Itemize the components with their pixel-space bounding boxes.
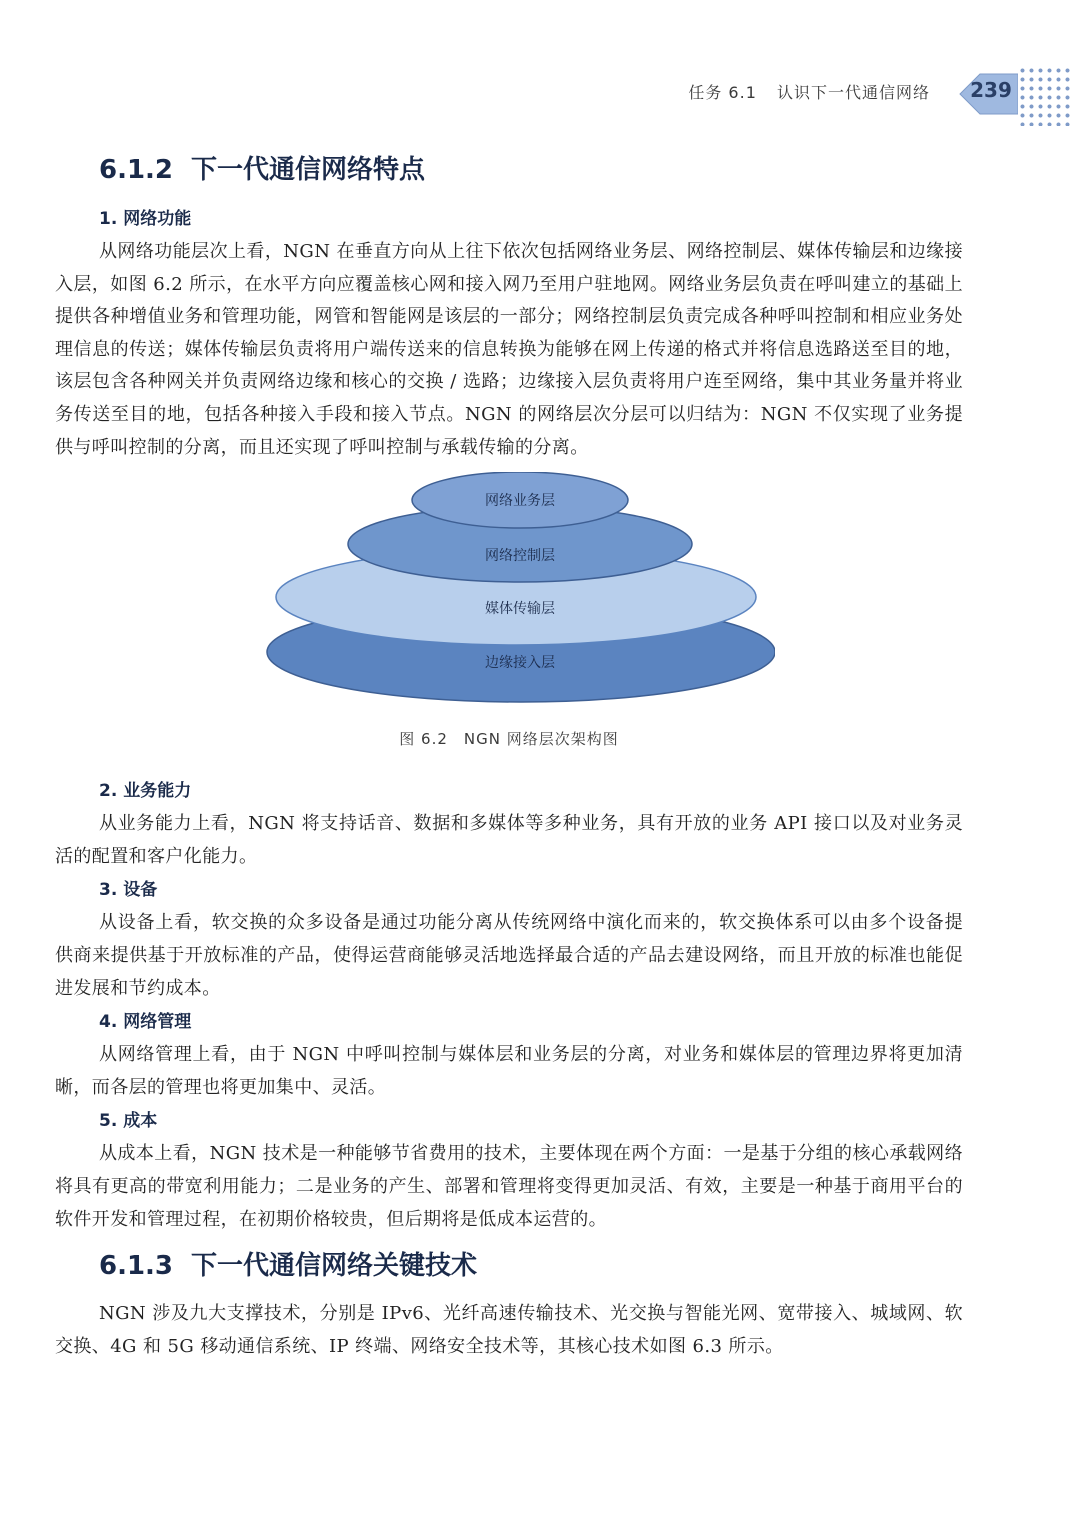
running-header xyxy=(0,72,1074,132)
paragraph-key-technologies: NGN 涉及九大支撑技术，分别是 IPv6、光纤高速传输技术、光交换与智能光网、宽带接入、城域网、软交换、4G 和 5G 移动通信系统、IP 终端、网络安全技术等，其核心技术如图 6.3 所示。 xyxy=(55,1303,963,1357)
paragraph-equipment: 从设备上看，软交换的众多设备是通过功能分离从传统网络中演化而来的，软交换体系可以由多个设备提供商来提供基于开放标准的产品，使得运营商能够灵活地选择最合适的产品去建设网络，而且开放的标准也能促进发展和节约成本。 xyxy=(55,912,963,999)
page-number: 239 xyxy=(970,78,1012,102)
section-title: 下一代通信网络关键技术 xyxy=(191,1251,478,1282)
paragraph-network-management: 从网络管理上看，由于 NGN 中呼叫控制与媒体层和业务层的分离，对业务和媒体层的管理边界将更加清晰，而各层的管理也将更加集中、灵活。 xyxy=(55,1044,963,1098)
decorative-dot-grid xyxy=(1018,66,1070,126)
subheading-network-function: 1. 网络功能 xyxy=(99,209,192,229)
label-transport-layer: 媒体传输层 xyxy=(485,601,555,618)
section-title: 下一代通信网络特点 xyxy=(191,155,426,185)
label-control-layer: 网络控制层 xyxy=(485,548,555,565)
figure-caption: 图 6.2 NGN 网络层次架构图 xyxy=(399,730,619,749)
figure-ngn-layers xyxy=(55,464,963,774)
subheading-equipment: 3. 设备 xyxy=(99,880,158,901)
subheading-network-management: 4. 网络管理 xyxy=(99,1012,192,1033)
section-heading-613 xyxy=(99,1246,963,1286)
label-service-layer: 网络业务层 xyxy=(485,493,555,510)
subheading-service-capability: 2. 业务能力 xyxy=(99,781,192,802)
section-number: 6.1.3 xyxy=(99,1251,174,1282)
page-content xyxy=(55,150,963,1363)
layer-diagram xyxy=(265,472,775,712)
paragraph-service-capability: 从业务能力上看，NGN 将支持话音、数据和多媒体等多种业务，具有开放的业务 API 接口以及对业务灵活的配置和客户化能力。 xyxy=(55,813,963,867)
paragraph-cost: 从成本上看，NGN 技术是一种能够节省费用的技术，主要体现在两个方面：一是基于分组的核心承载网络将具有更高的带宽利用能力；二是业务的产生、部署和管理将变得更加灵活、有效，主要是一种基于商用平台的软件开发和管理过程，在初期价格较贵，但后期将是低成本运营的。 xyxy=(55,1143,963,1230)
section-number: 6.1.2 xyxy=(99,155,174,185)
section-heading-612 xyxy=(99,150,963,190)
header-title: 认识下一代通信网络 xyxy=(776,83,930,102)
subheading-cost: 5. 成本 xyxy=(99,1111,158,1132)
label-access-layer: 边缘接入层 xyxy=(485,655,555,672)
header-task: 任务 6.1 xyxy=(688,83,757,102)
header-text xyxy=(674,80,930,103)
paragraph-network-function: 从网络功能层次上看，NGN 在垂直方向从上往下依次包括网络业务层、网络控制层、媒体传输层和边缘接入层，如图 6.2 所示，在水平方向应覆盖核心网和接入网乃至用户驻地网。网络业务层负责在呼叫建立的基础上提供各种增值业务和管理功能，网管和智能网是该层的一部分；网络控制层负责完成各种呼叫控制和相应业务处理信息的传送；媒体传输层负责将用户端传送来的信息转换为能够在网上传递的格式并将信息选路送至目的地，该层包含各种网关并负责网络边缘和核心的交换 / 选路；边缘接入层负责将用户连至网络，集中其业务量并将业务传送至目的地，包括各种接入手段和接入节点。NGN 的网络层次分层可以归结为：NGN 不仅实现了业务提供与呼叫控制的分离，而且还实现了呼叫控制与承载传输的分离。 xyxy=(55,241,963,458)
